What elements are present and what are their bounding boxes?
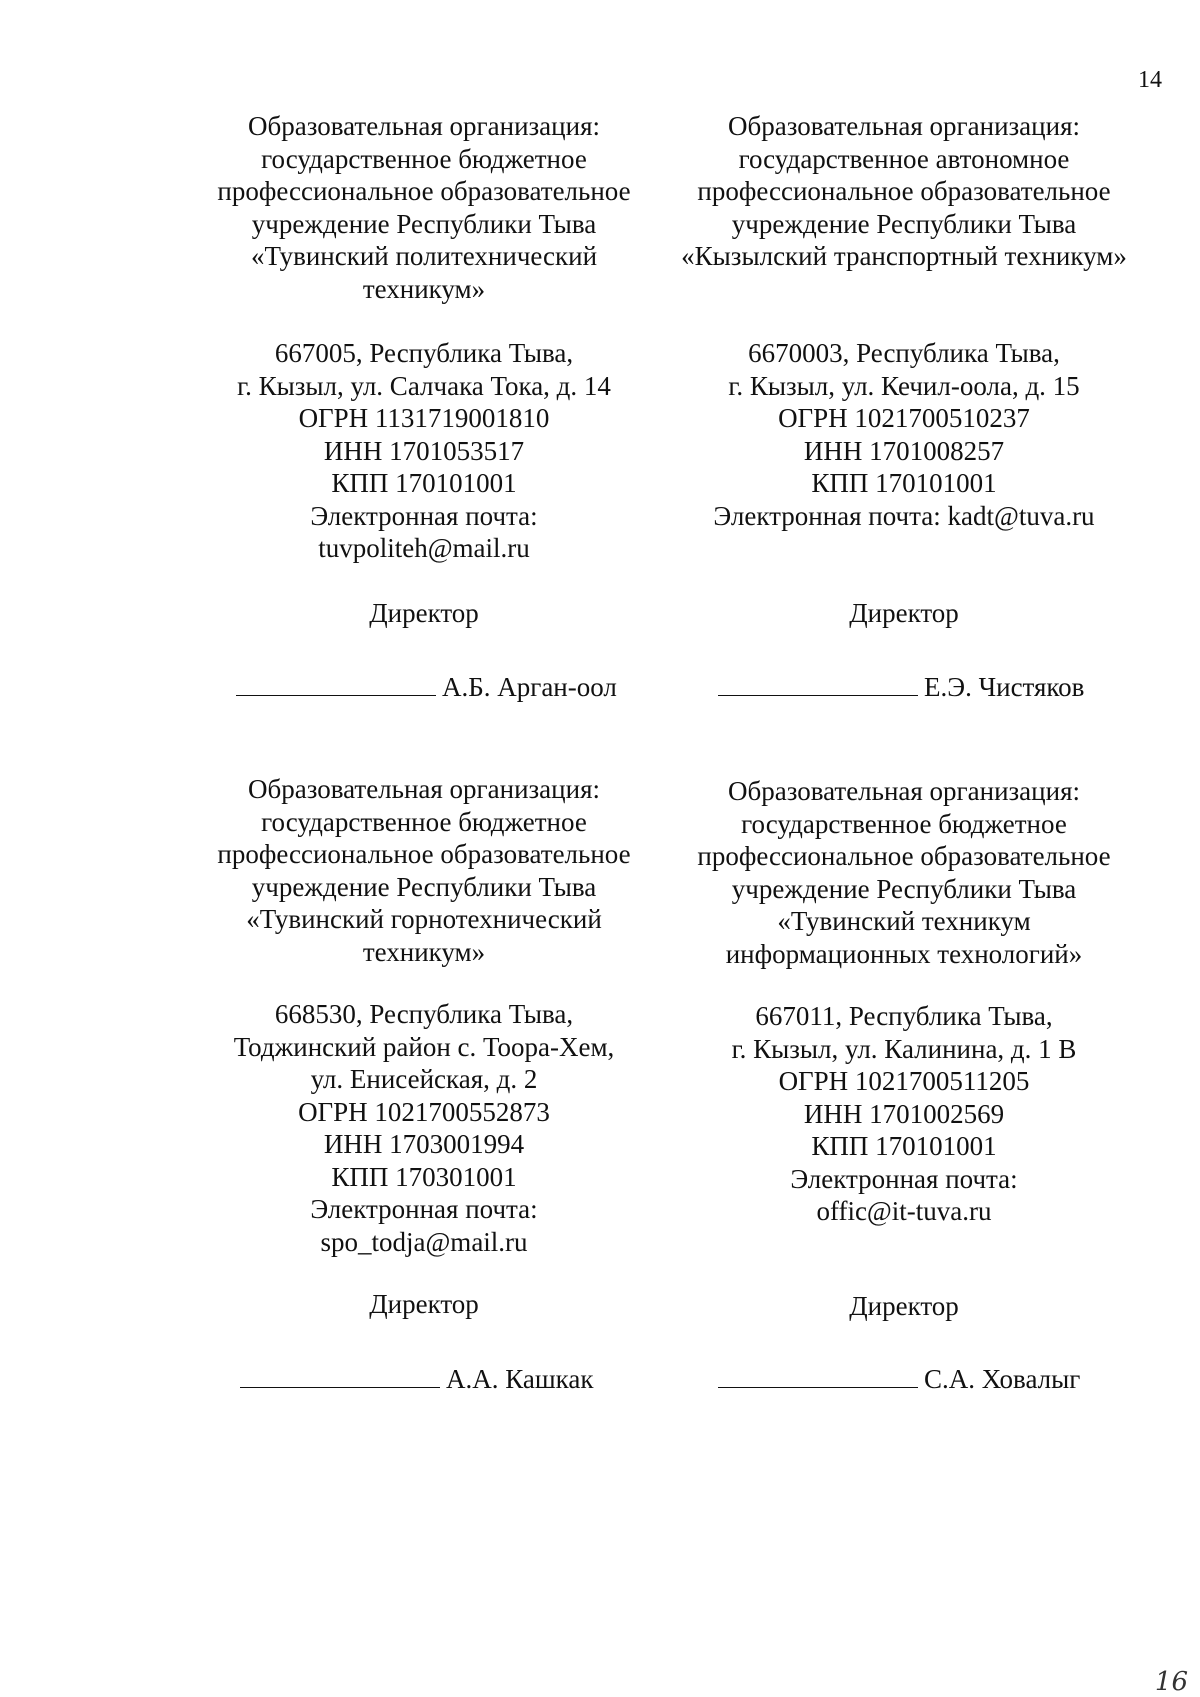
org-name-line: государственное бюджетное [261,143,587,174]
signatory-position: Директор [369,597,479,628]
org-block-tuvinsky-polytechnic [204,110,644,629]
ogrn: ОГРН 1021700511205 [778,1066,1030,1096]
kpp: КПП 170101001 [331,468,517,498]
org-name-line: «Тувинский горнотехнический [246,904,602,934]
signature-rule [240,1363,440,1388]
email-line: Электронная почта: kadt@tuva.ru [713,500,1095,531]
org-name-line: техникум» [362,273,486,304]
signatory-position: Директор [849,597,959,628]
org-block-kyzyl-transport [664,110,1144,629]
postal-address: 668530, Республика Тыва, [274,999,574,1029]
org-name-line: профессиональное образовательное [217,839,631,869]
signature-line-a [236,671,617,703]
org-name-line: учреждение Республики Тыва [251,871,597,902]
signatory-name: Е.Э. Чистяков [924,672,1085,702]
ogrn: ОГРН 1021700552873 [298,1096,550,1127]
postal-address: 667005, Республика Тыва, [274,338,574,368]
signatory-name: А.А. Кашкак [446,1364,594,1394]
signature-rule [236,671,436,696]
org-type-label: Образовательная организация: [247,111,600,141]
page-number: 14 [1138,67,1162,93]
org-name-line: государственное автономное [738,143,1070,174]
inn: ИНН 1701008257 [803,435,1005,466]
postal-address: 667011, Республика Тыва, [755,1001,1053,1031]
signatory-position: Директор [849,1291,959,1321]
street-address: ул. Енисейская, д. 2 [310,1064,538,1094]
org-name-line: техникум» [362,936,486,967]
org-name-line: учреждение Республики Тыва [731,208,1077,239]
signature-rule [718,1363,918,1388]
email-address: spo_todja@mail.ru [320,1226,528,1257]
org-block-tuvinsky-it [664,775,1144,1323]
street-address: г. Кызыл, ул. Салчака Тока, д. 14 [237,370,611,401]
kpp: КПП 170101001 [811,1131,997,1161]
org-name-line: государственное бюджетное [741,808,1067,839]
signature-line-c [240,1363,594,1395]
kpp: КПП 170101001 [811,468,997,498]
email-address: offic@it-tuva.ru [816,1196,992,1226]
org-name-line: профессиональное образовательное [217,176,631,206]
inn: ИНН 1701053517 [323,435,525,466]
org-type-label: Образовательная организация: [727,776,1080,806]
org-name-line: информационных технологий» [725,938,1083,969]
org-type-label: Образовательная организация: [247,774,600,804]
kpp: КПП 170301001 [331,1161,517,1192]
org-name-line: учреждение Республики Тыва [731,873,1077,904]
email-label: Электронная почта: [310,1194,538,1224]
org-name-line: профессиональное образовательное [697,841,1111,871]
signature-rule [718,671,918,696]
street-address: г. Кызыл, ул. Калинина, д. 1 В [731,1033,1077,1064]
org-name-line: «Кызылский транспортный техникум» [681,241,1127,271]
org-name-line: профессиональное образовательное [697,176,1111,206]
org-block-tuvinsky-mining [204,773,644,1321]
org-name-line: учреждение Республики Тыва [251,208,597,239]
org-name-line: «Тувинский политехнический [250,241,598,271]
email-label: Электронная почта: [310,500,538,531]
postal-address: 6670003, Республика Тыва, [748,338,1060,368]
handwritten-page-mark: 16 [1154,1667,1188,1697]
email-address: tuvpoliteh@mail.ru [318,533,530,563]
ogrn: ОГРН 1021700510237 [778,403,1030,433]
inn: ИНН 1701002569 [803,1098,1005,1129]
org-name-line: «Тувинский техникум [777,906,1031,936]
signature-line-b [718,671,1084,703]
signatory-position: Директор [369,1289,479,1319]
signature-line-d [718,1363,1080,1395]
signatory-name: С.А. Ховалыг [924,1364,1081,1394]
signatory-name: А.Б. Арган-оол [442,672,617,702]
org-name-line: государственное бюджетное [261,806,587,837]
ogrn: ОГРН 1131719001810 [298,403,550,433]
inn: ИНН 1703001994 [323,1129,525,1159]
street-address: Тоджинский район с. Тоора-Хем, [233,1031,615,1062]
email-label: Электронная почта: [790,1163,1018,1194]
street-address: г. Кызыл, ул. Кечил-оола, д. 15 [728,370,1080,401]
org-type-label: Образовательная организация: [727,111,1080,141]
